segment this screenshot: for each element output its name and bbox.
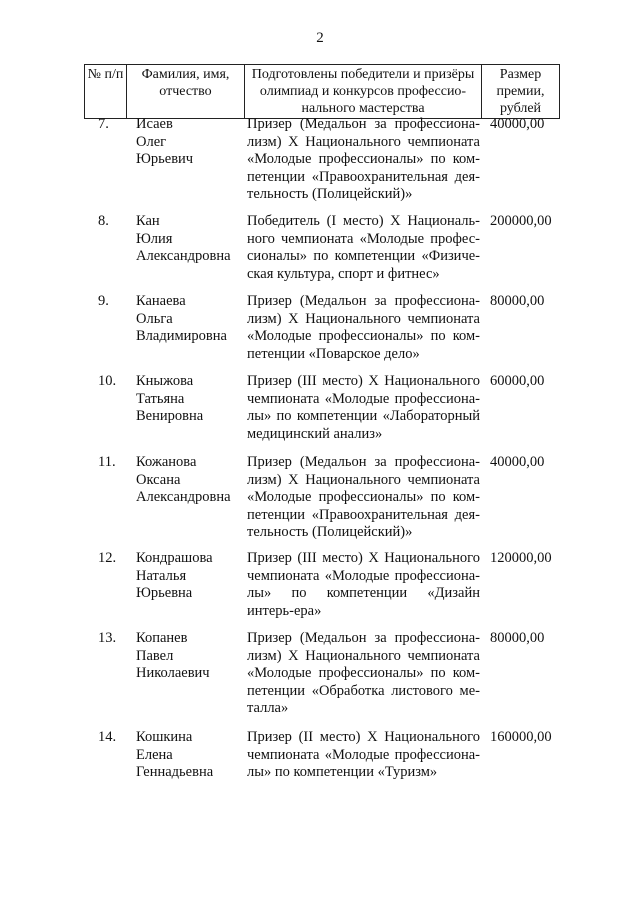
- header-name: Фамилия, имя, отчество: [127, 65, 245, 119]
- row-last-name: Кан: [136, 213, 160, 229]
- row-last-name: Кондрашова: [136, 550, 213, 566]
- row-prize: 80000,00: [490, 293, 545, 309]
- row-name: [136, 454, 244, 507]
- row-first-name: Наталья: [136, 567, 187, 584]
- row-middle-name: Александровна: [136, 248, 231, 264]
- row-prize: 60000,00: [490, 373, 545, 389]
- row-name: [136, 729, 244, 782]
- row-middle-name: Владимировна: [136, 328, 227, 344]
- row-middle-name: Юрьевна: [136, 585, 193, 601]
- row-middle-name: Николаевич: [136, 665, 210, 681]
- row-num: 14.: [98, 729, 117, 745]
- row-last-name: Кожанова: [136, 454, 197, 470]
- row-prize: 40000,00: [490, 454, 545, 470]
- row-first-name: Оксана: [136, 471, 181, 488]
- header-prize: Размер премии, рублей: [482, 65, 560, 119]
- row-num: 13.: [98, 630, 117, 646]
- row-description: Призер (Медальон за профессиона-лизм) X Национального чемпионата «Молодые профессионалы» по ком-петенции «Поварское дело»: [247, 293, 480, 362]
- row-description: Призер (II место) X Национального чемпионата «Молодые профессиона-лы» по компетенции «Туризм»: [247, 729, 480, 780]
- row-num: 9.: [98, 293, 109, 309]
- row-name: [136, 116, 244, 169]
- row-last-name: Кныжова: [136, 373, 194, 389]
- row-name: [136, 293, 244, 346]
- page-number: 2: [316, 30, 324, 46]
- row-middle-name: Геннадьевна: [136, 764, 214, 780]
- row-last-name: Исаев: [136, 116, 173, 132]
- row-last-name: Копанев: [136, 630, 188, 646]
- row-name: [136, 550, 244, 603]
- row-prize: 160000,00: [490, 729, 552, 745]
- row-last-name: Кошкина: [136, 729, 193, 745]
- row-first-name: Павел: [136, 647, 174, 664]
- row-prize: 200000,00: [490, 213, 552, 229]
- row-description: Призер (Медальон за профессиона-лизм) X Национального чемпионата «Молодые профессионалы» по ком-петенции «Правоохранительная дея-тельность (Полицейский)»: [247, 454, 480, 540]
- row-first-name: Елена: [136, 746, 173, 763]
- header-num: № п/п: [85, 65, 127, 119]
- row-name: [136, 630, 244, 683]
- row-middle-name: Александровна: [136, 489, 231, 505]
- header-desc: Подготовлены победители и призёры олимпиад и конкурсов профессио-нального мастерства: [245, 65, 482, 119]
- row-description: Призер (Медальон за профессиона-лизм) X Национального чемпионата «Молодые профессионалы» по ком-петенции «Правоохранительная дея-тельность (Полицейский)»: [247, 116, 480, 202]
- row-description: Призер (Медальон за профессиона-лизм) X Национального чемпионата «Молодые профессионалы» по ком-петенции «Обработка листового ме-талла»: [247, 630, 480, 716]
- row-prize: 40000,00: [490, 116, 545, 132]
- row-prize: 80000,00: [490, 630, 545, 646]
- row-num: 7.: [98, 116, 109, 132]
- row-num: 12.: [98, 550, 117, 566]
- row-middle-name: Юрьевич: [136, 151, 194, 167]
- row-description: Победитель (I место) X Националь-ного чемпионата «Молодые профес-сионалы» по компетенции «Физиче-ская культура, спорт и фитнес»: [247, 213, 480, 282]
- row-num: 10.: [98, 373, 117, 389]
- row-description: Призер (III место) X Национального чемпионата «Молодые профессиона-лы» по компетенции «Лабораторный медицинский анализ»: [247, 373, 480, 442]
- row-first-name: Юлия: [136, 230, 173, 247]
- row-first-name: Татьяна: [136, 390, 185, 407]
- row-name: [136, 213, 244, 266]
- row-num: 11.: [98, 454, 116, 470]
- row-description: Призер (III место) X Национального чемпионата «Молодые профессиона-лы» по компетенции «Дизайн интерь-ера»: [247, 550, 480, 619]
- row-first-name: Ольга: [136, 310, 173, 327]
- row-num: 8.: [98, 213, 109, 229]
- table-header: [84, 64, 560, 119]
- row-first-name: Олег: [136, 133, 167, 150]
- row-name: [136, 373, 244, 426]
- row-middle-name: Венировна: [136, 408, 204, 424]
- row-last-name: Канаева: [136, 293, 186, 309]
- row-prize: 120000,00: [490, 550, 552, 566]
